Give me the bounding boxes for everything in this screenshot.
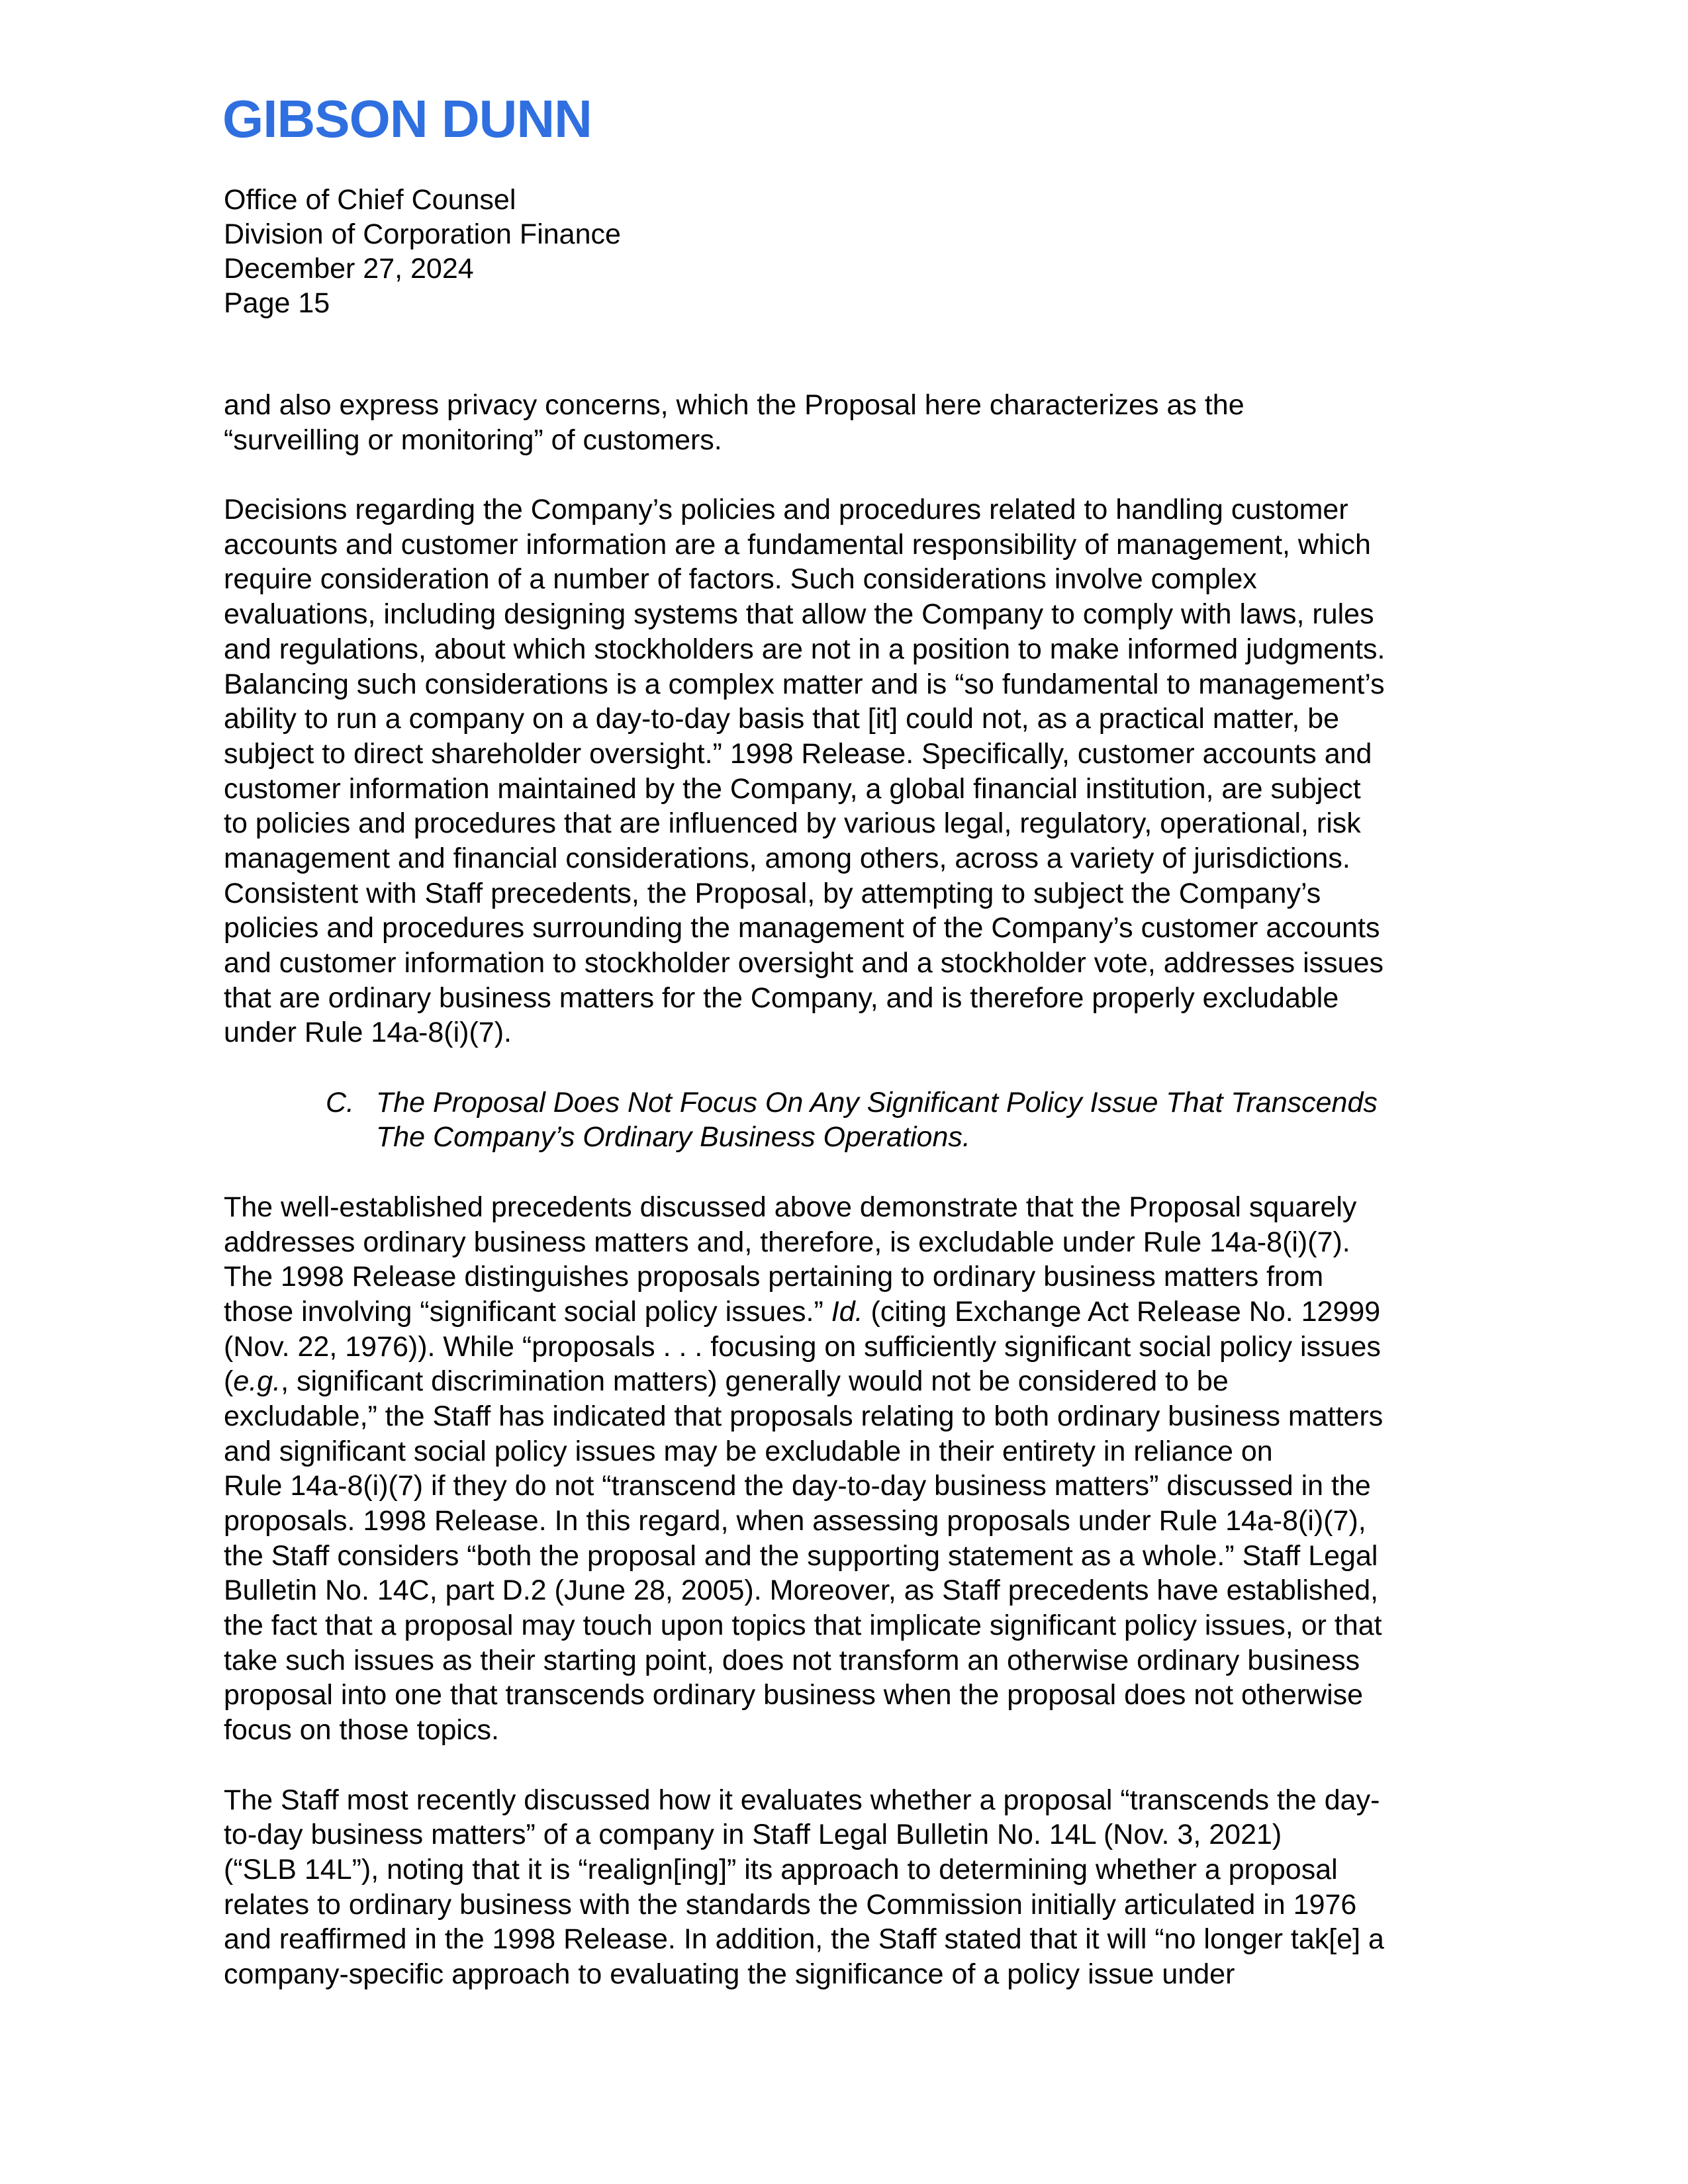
heading-text: The Proposal Does Not Focus On Any Significant Policy Issue That Transcends [376,1086,1378,1118]
text-segment: (citing Exchange Act Release No. 12999 [863,1295,1381,1328]
text-line: accounts and customer information are a fundamental responsibility of management, which [224,528,1371,561]
firm-logo: GIBSON DUNN [222,89,592,148]
text-line: (Nov. 22, 1976)). While “proposals . . . focusing on sufficiently significant social policy issues [224,1330,1381,1363]
text-line: and regulations, about which stockholders are not in a position to make informed judgments. [224,633,1385,665]
text-line: The Staff most recently discussed how it evaluates whether a proposal “transcends the day- [224,1784,1380,1816]
text-line: ability to run a company on a day-to-day basis that [it] could not, as a practical matter, be [224,703,1340,735]
paragraph-3 [224,1190,1468,1748]
text-line: “surveilling or monitoring” of customers. [224,424,722,456]
section-heading-c [224,1085,1468,1155]
text-line [224,1364,1468,1399]
heading-line-1 [224,1085,1468,1120]
text-line: proposal into one that transcends ordinary business when the proposal does not otherwise [224,1679,1364,1711]
heading-letter: C. [326,1086,354,1118]
header-recipient: Office of Chief Counsel [224,184,516,216]
text-line: the Staff considers “both the proposal and the supporting statement as a whole.” Staff Legal [224,1539,1378,1572]
text-line: take such issues as their starting point, does not transform an otherwise ordinary business [224,1644,1360,1676]
text-line: relates to ordinary business with the standards the Commission initially articulated in 1976 [224,1888,1357,1921]
text-line: and significant social policy issues may be excludable in their entirety in reliance on [224,1435,1273,1467]
text-line: The well-established precedents discussed above demonstrate that the Proposal squarely [224,1191,1357,1223]
text-line: customer information maintained by the Company, a global financial institution, are subject [224,772,1361,805]
text-line: company-specific approach to evaluating the significance of a policy issue under [224,1958,1235,1990]
text-line: Bulletin No. 14C, part D.2 (June 28, 2005). Moreover, as Staff precedents have established, [224,1574,1379,1607]
text-line: and customer information to stockholder oversight and a stockholder vote, addresses issues [224,947,1383,979]
text-line: and reaffirmed in the 1998 Release. In addition, the Staff stated that it will “no longer tak[e] a [224,1923,1384,1956]
text-line: under Rule 14a-8(i)(7). [224,1017,512,1049]
text-line: to policies and procedures that are influenced by various legal, regulatory, operational, risk [224,807,1361,840]
text-line: that are ordinary business matters for the Company, and is therefore properly excludable [224,981,1339,1014]
text-line: policies and procedures surrounding the management of the Company’s customer accounts [224,912,1380,944]
letter-header [224,183,621,320]
text-line: Balancing such considerations is a complex matter and is “so fundamental to management’s [224,668,1385,700]
text-line: subject to direct shareholder oversight.” 1998 Release. Specifically, customer accounts and [224,737,1372,770]
text-line: management and financial considerations, among others, across a variety of jurisdictions. [224,842,1350,874]
text-line: and also express privacy concerns, which the Proposal here characterizes as the [224,389,1244,421]
text-line: Consistent with Staff precedents, the Proposal, by attempting to subject the Company’s [224,877,1321,909]
header-page-number: Page 15 [224,287,330,319]
letter-body [224,388,1468,1992]
italic-citation: Id. [831,1295,863,1328]
text-line: proposals. 1998 Release. In this regard, when assessing proposals under Rule 14a-8(i)(7), [224,1505,1366,1537]
paragraph-1 [224,388,1468,457]
text-line: evaluations, including designing systems that allow the Company to comply with laws, rules [224,598,1374,631]
text-line: the fact that a proposal may touch upon topics that implicate significant policy issues, or that [224,1610,1382,1642]
italic-abbreviation: e.g. [233,1365,281,1398]
text-line: to-day business matters” of a company in Staff Legal Bulletin No. 14L (Nov. 3, 2021) [224,1819,1282,1851]
text-line: excludable,” the Staff has indicated that proposals relating to both ordinary business matters [224,1400,1383,1432]
header-date: December 27, 2024 [224,253,474,285]
heading-line-2: The Company’s Ordinary Business Operations. [376,1121,970,1154]
text-line: focus on those topics. [224,1714,499,1747]
text-line: addresses ordinary business matters and, therefore, is excludable under Rule 14a-8(i)(7). [224,1226,1350,1258]
text-line: Decisions regarding the Company’s policies and procedures related to handling customer [224,494,1348,526]
text-segment: , significant discrimination matters) generally would not be considered to be [281,1365,1229,1398]
text-segment: those involving “significant social policy issues.” [224,1295,831,1328]
header-division: Division of Corporation Finance [224,218,621,250]
text-line [224,1295,1468,1330]
text-line: require consideration of a number of factors. Such considerations involve complex [224,563,1257,596]
paragraph-2 [224,492,1468,1050]
paragraph-4 [224,1783,1468,1992]
text-line: (“SLB 14L”), noting that it is “realign[ing]” its approach to determining whether a proposal [224,1853,1338,1886]
text-line: The 1998 Release distinguishes proposals pertaining to ordinary business matters from [224,1261,1324,1293]
text-line: Rule 14a-8(i)(7) if they do not “transcend the day-to-day business matters” discussed in the [224,1470,1371,1502]
text-segment: ( [224,1365,234,1398]
